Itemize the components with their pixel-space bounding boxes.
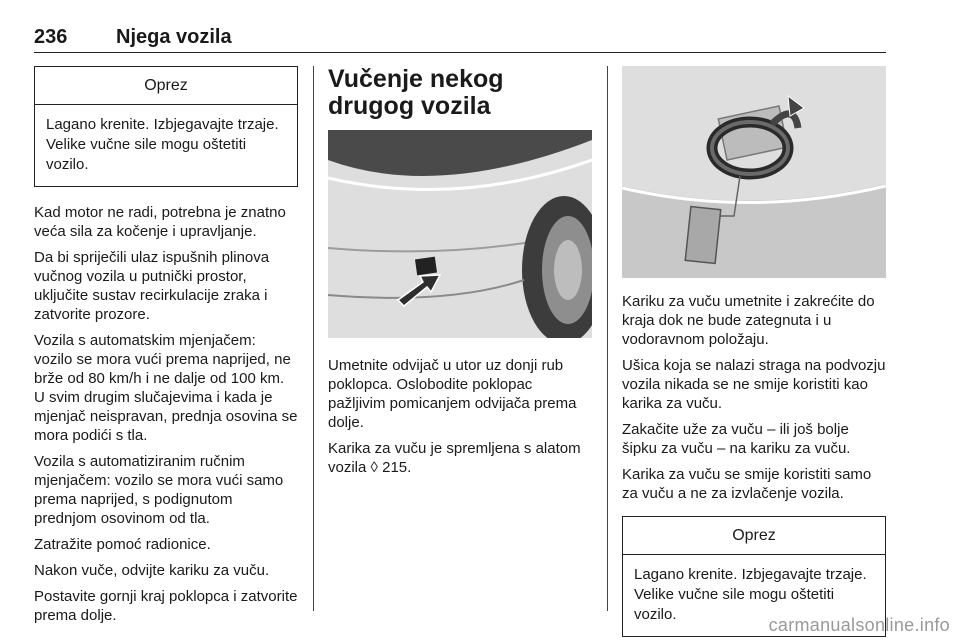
page-reference-icon: ◊ [370,459,378,476]
column-1 [34,66,298,632]
page-reference: 215. [382,459,412,476]
caution-text: Lagano krenite. Izbjegavajte trzaje. Velike vučne sile mogu oštetiti vozilo. [46,116,279,173]
column-2 [328,66,592,484]
paragraph: Vozila s automatiziranim ručnim mjenjačem: vozilo se mora vući samo prema naprijed, s podignutom prednjom osovinom od tla. [34,453,284,527]
paragraph-text: Karika za vuču je spremljena s alatom vozila [328,440,581,476]
column-divider [607,66,608,611]
caution-title: Oprez [35,67,297,105]
paragraph: Zatražite pomoć radionice. [34,536,211,553]
paragraph: Vozila s automatskim mjenjačem: vozilo se mora vući prema naprijed, ne brže od 80 km/h i ne dalje od 100 km. U svim drugim slučajevima i kada je mjenjač neispravan, prednja osovina se mora podići s tla. [34,332,298,444]
towing-eye-illustration [622,66,886,278]
caution-title: Oprez [623,517,885,555]
column-3 [622,66,886,637]
page-number: 236 [34,26,68,48]
chapter-title: Njega vozila [116,26,232,48]
paragraph: Zakačite uže za vuču – ili još bolje šipku za vuču – na kariku za vuču. [622,421,851,457]
rear-bumper-cover-illustration [328,130,592,338]
paragraph: Umetnite odvijač u utor uz donji rub poklopca. Oslobodite poklopac pažljivim pomicanjem odvijača prema dolje. [328,357,577,431]
paragraph: Da bi spriječili ulaz ispušnih plinova vučnog vozila u putnički prostor, uključite sustav recirkulacije zraka i zatvorite prozore. [34,249,270,323]
paragraph: Kad motor ne radi, potrebna je znatno veća sila za kočenje i upravljanje. [34,204,286,240]
watermark: carmanualsonline.info [768,615,950,635]
paragraph: Ušica koja se nalazi straga na podvozju vozila nikada se ne smije koristiti kao karika za vuču. [622,357,886,412]
paragraph: Postavite gornji kraj poklopca i zatvorite prema dolje. [34,588,298,624]
paragraph: Karika za vuču se smije koristiti samo za vuču a ne za izvlačenje vozila. [622,466,872,502]
column-divider [313,66,314,611]
caution-box [34,66,298,187]
paragraph: Kariku za vuču umetnite i zakrećite do kraja dok ne bude zategnuta i u vodoravnom položaju. [622,293,875,348]
caution-text: Lagano krenite. Izbjegavajte trzaje. Velike vučne sile mogu oštetiti vozilo. [634,566,867,623]
paragraph [328,439,592,477]
paragraph: Nakon vuče, odvijte kariku za vuču. [34,562,270,579]
page-header [34,26,886,53]
section-heading: Vučenje nekog drugog vozila [328,65,504,120]
